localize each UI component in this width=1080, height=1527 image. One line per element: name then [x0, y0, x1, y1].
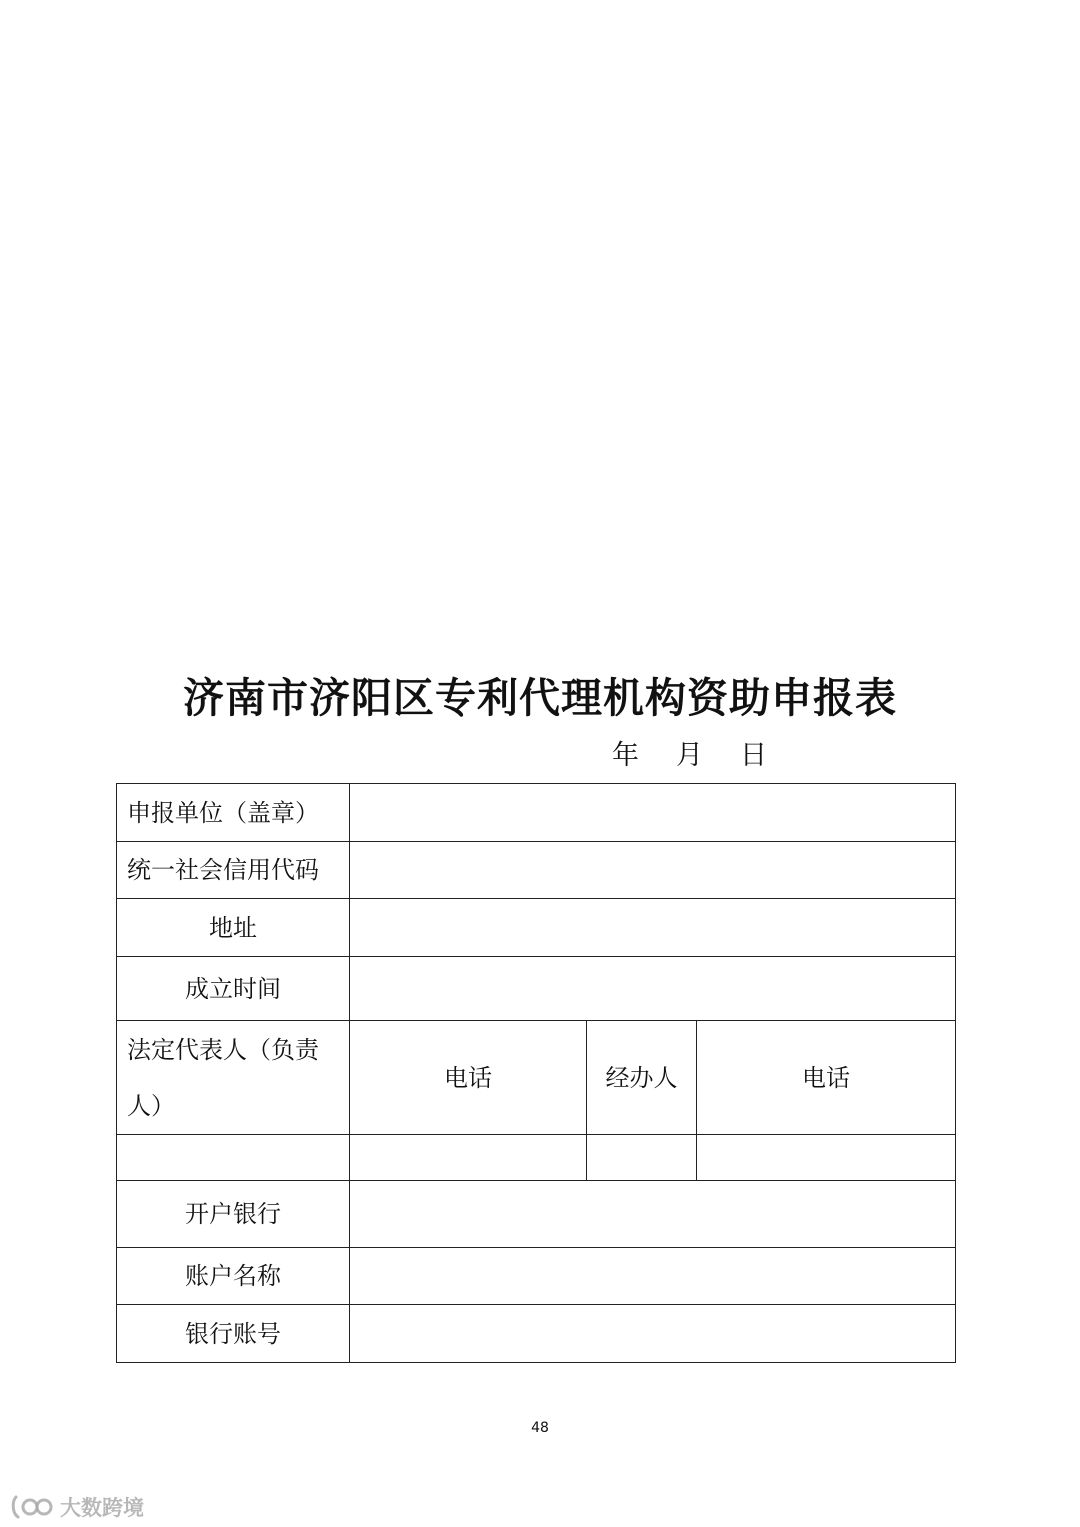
handler-phone-field[interactable]	[697, 1135, 956, 1181]
credit-code-label: 统一社会信用代码	[117, 842, 350, 899]
applicant-label: 申报单位（盖章）	[117, 784, 350, 842]
watermark-text: 大数跨境	[60, 1496, 144, 1520]
established-label: 成立时间	[117, 957, 350, 1021]
credit-code-field[interactable]	[350, 842, 956, 899]
phone-label-1: 电话	[350, 1021, 587, 1135]
watermark	[10, 1490, 144, 1524]
form-row-established	[117, 957, 956, 1021]
form-row-account-number	[117, 1305, 956, 1363]
handler-field[interactable]	[587, 1135, 697, 1181]
account-number-label: 银行账号	[117, 1305, 350, 1363]
date-month-label: 月	[676, 740, 703, 771]
application-form-table	[116, 783, 956, 1363]
logo-icon	[10, 1493, 56, 1521]
date-day-label: 日	[740, 740, 767, 771]
address-field[interactable]	[350, 899, 956, 957]
date-year-label: 年	[612, 740, 639, 771]
form-row-applicant	[117, 784, 956, 842]
form-row-contacts-header	[117, 1021, 956, 1135]
form-row-address	[117, 899, 956, 957]
form-row-contacts-values	[117, 1135, 956, 1181]
page-number: 48	[531, 1420, 549, 1436]
account-name-field[interactable]	[350, 1248, 956, 1305]
legal-rep-field[interactable]	[117, 1135, 350, 1181]
account-number-field[interactable]	[350, 1305, 956, 1363]
form-row-credit-code	[117, 842, 956, 899]
applicant-field[interactable]	[350, 784, 956, 842]
address-label: 地址	[117, 899, 350, 957]
bank-label: 开户银行	[117, 1181, 350, 1248]
form-title: 济南市济阳区专利代理机构资助申报表	[183, 674, 897, 722]
form-row-account-name	[117, 1248, 956, 1305]
bank-field[interactable]	[350, 1181, 956, 1248]
legal-rep-label: 法定代表人（负责人）	[117, 1021, 350, 1135]
legal-rep-phone-field[interactable]	[350, 1135, 587, 1181]
established-field[interactable]	[350, 957, 956, 1021]
handler-label: 经办人	[587, 1021, 697, 1135]
date-line	[612, 736, 767, 776]
form-row-bank	[117, 1181, 956, 1248]
account-name-label: 账户名称	[117, 1248, 350, 1305]
phone-label-2: 电话	[697, 1021, 956, 1135]
